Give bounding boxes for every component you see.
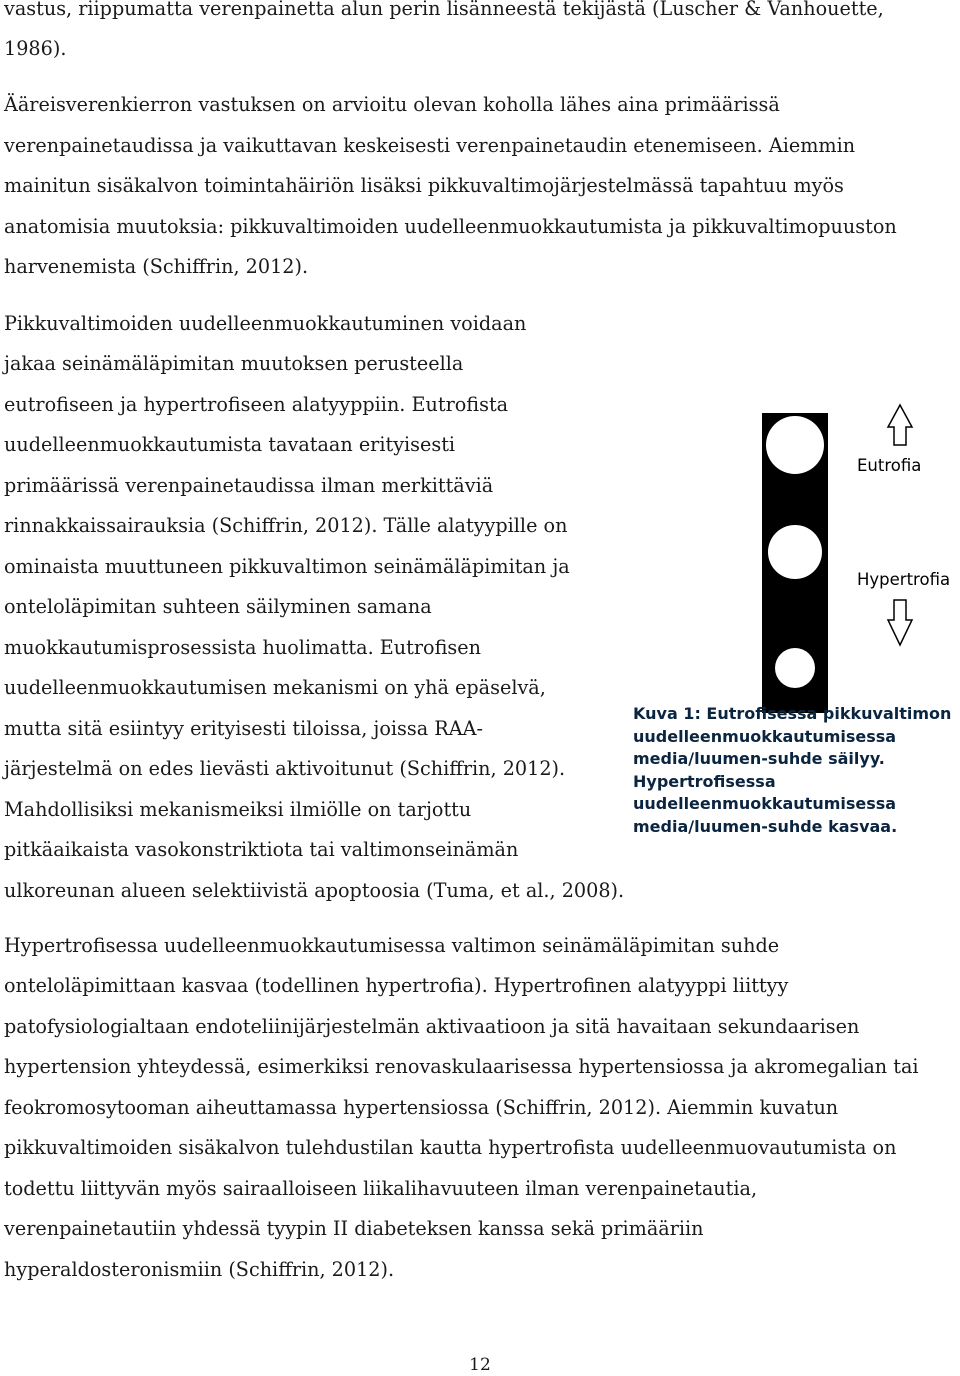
figure-caption: [633, 703, 951, 838]
text-line: verenpainetautiin yhdessä tyypin II diabeteksen kanssa sekä primääriin: [4, 1217, 704, 1240]
text-line: pikkuvaltimoiden sisäkalvon tulehdustilan kautta hypertrofista uudelleenmuovautumista on: [4, 1136, 897, 1159]
text-line: Pikkuvaltimoiden uudelleenmuokkautuminen voidaan: [4, 312, 527, 335]
text-line: primäärissä verenpainetaudissa ilman merkittäviä: [4, 474, 494, 497]
caption-line: Hypertrofisessa: [633, 771, 776, 791]
text-line: verenpainetaudissa ja vaikuttavan keskeisesti verenpainetaudin etenemiseen. Aiemmin: [4, 134, 856, 157]
text-line: harvenemista (Schiffrin, 2012).: [4, 255, 309, 278]
vessel-circle-normal: [766, 416, 824, 474]
text-line: muokkautumisprosessista huolimatta. Eutrofisen: [4, 636, 481, 659]
caption-line: uudelleenmuokkautumisessa: [633, 794, 897, 813]
text-line: mutta sitä esiintyy erityisesti tiloissa, joissa RAA-: [4, 717, 483, 740]
caption-line: Kuva 1: Eutrofisessa pikkuvaltimon: [633, 704, 952, 723]
caption-line: uudelleenmuokkautumisessa: [633, 726, 897, 746]
text-line: jakaa seinämäläpimitan muutoksen perusteella: [4, 352, 464, 375]
text-line: pitkäaikaista vasokonstriktiota tai valtimonseinämän: [4, 838, 519, 861]
text-line: rinnakkaissairauksia (Schiffrin, 2012). Tälle alatyypille on: [4, 514, 568, 537]
vessel-circle-hypertrophic: [775, 648, 815, 688]
label-hypertrofia: Hypertrofia: [857, 570, 951, 589]
text-line: feokromosytooman aiheuttamassa hypertensiossa (Schiffrin, 2012). Aiemmin kuvatun: [4, 1096, 839, 1119]
text-line: patofysiologialtaan endoteliinijärjestelmän aktivaatioon ja sitä havaitaan sekundaarisen: [4, 1015, 860, 1038]
caption-line: media/luumen-suhde säilyy.: [633, 749, 885, 768]
vessel-circle-eutrophic: [768, 525, 822, 579]
text-line: uudelleenmuokkautumista tavataan erityisesti: [4, 433, 456, 456]
text-line: onteloläpimitan suhteen säilyminen samana: [4, 595, 432, 618]
text-line: Ääreisverenkierron vastuksen on arvioitu olevan koholla lähes aina primäärissä: [4, 93, 780, 116]
caption-line: media/luumen-suhde kasvaa.: [633, 816, 898, 836]
vessel-diagram: [630, 395, 960, 715]
text-line: hyperaldosteronismiin (Schiffrin, 2012).: [4, 1258, 395, 1281]
arrow-down-icon: [888, 600, 912, 645]
text-line: ominaista muuttuneen pikkuvaltimon seinämäläpimitan ja: [4, 555, 570, 578]
text-line: vastus, riippumatta verenpainetta alun perin lisänneestä tekijästä (Luscher & Vanhouette,: [4, 0, 884, 20]
text-line: mainitun sisäkalvon toimintahäiriön lisäksi pikkuvaltimojärjestelmässä tapahtuu myös: [4, 174, 844, 197]
text-line: 1986).: [4, 37, 67, 60]
page-number: 12: [469, 1355, 491, 1375]
text-line: hypertension yhteydessä, esimerkiksi renovaskulaarisessa hypertensiossa ja akromegalian tai: [4, 1055, 919, 1078]
text-line: Mahdollisiksi mekanismeiksi ilmiölle on tarjottu: [4, 798, 472, 821]
text-line: Hypertrofisessa uudelleenmuokkautumisessa valtimon seinämäläpimitan suhde: [4, 934, 780, 957]
text-line: eutrofiseen ja hypertrofiseen alatyyppiin. Eutrofista: [4, 393, 509, 416]
label-eutrofia: Eutrofia: [857, 456, 922, 475]
text-line: todettu liittyvän myös sairaalloiseen liikalihavuuteen ilman verenpainetautia,: [4, 1177, 758, 1200]
arrow-up-icon: [888, 405, 912, 445]
text-line: ulkoreunan alueen selektiivistä apoptoosia (Tuma, et al., 2008).: [4, 879, 625, 902]
text-line: onteloläpimittaan kasvaa (todellinen hypertrofia). Hypertrofinen alatyyppi liittyy: [4, 974, 789, 997]
text-line: anatomisia muutoksia: pikkuvaltimoiden uudelleenmuokkautumista ja pikkuvaltimopuuston: [4, 215, 897, 238]
text-line: uudelleenmuokkautumisen mekanismi on yhä epäselvä,: [4, 676, 546, 699]
text-line: järjestelmä on edes lievästi aktivoitunut (Schiffrin, 2012).: [4, 757, 566, 780]
